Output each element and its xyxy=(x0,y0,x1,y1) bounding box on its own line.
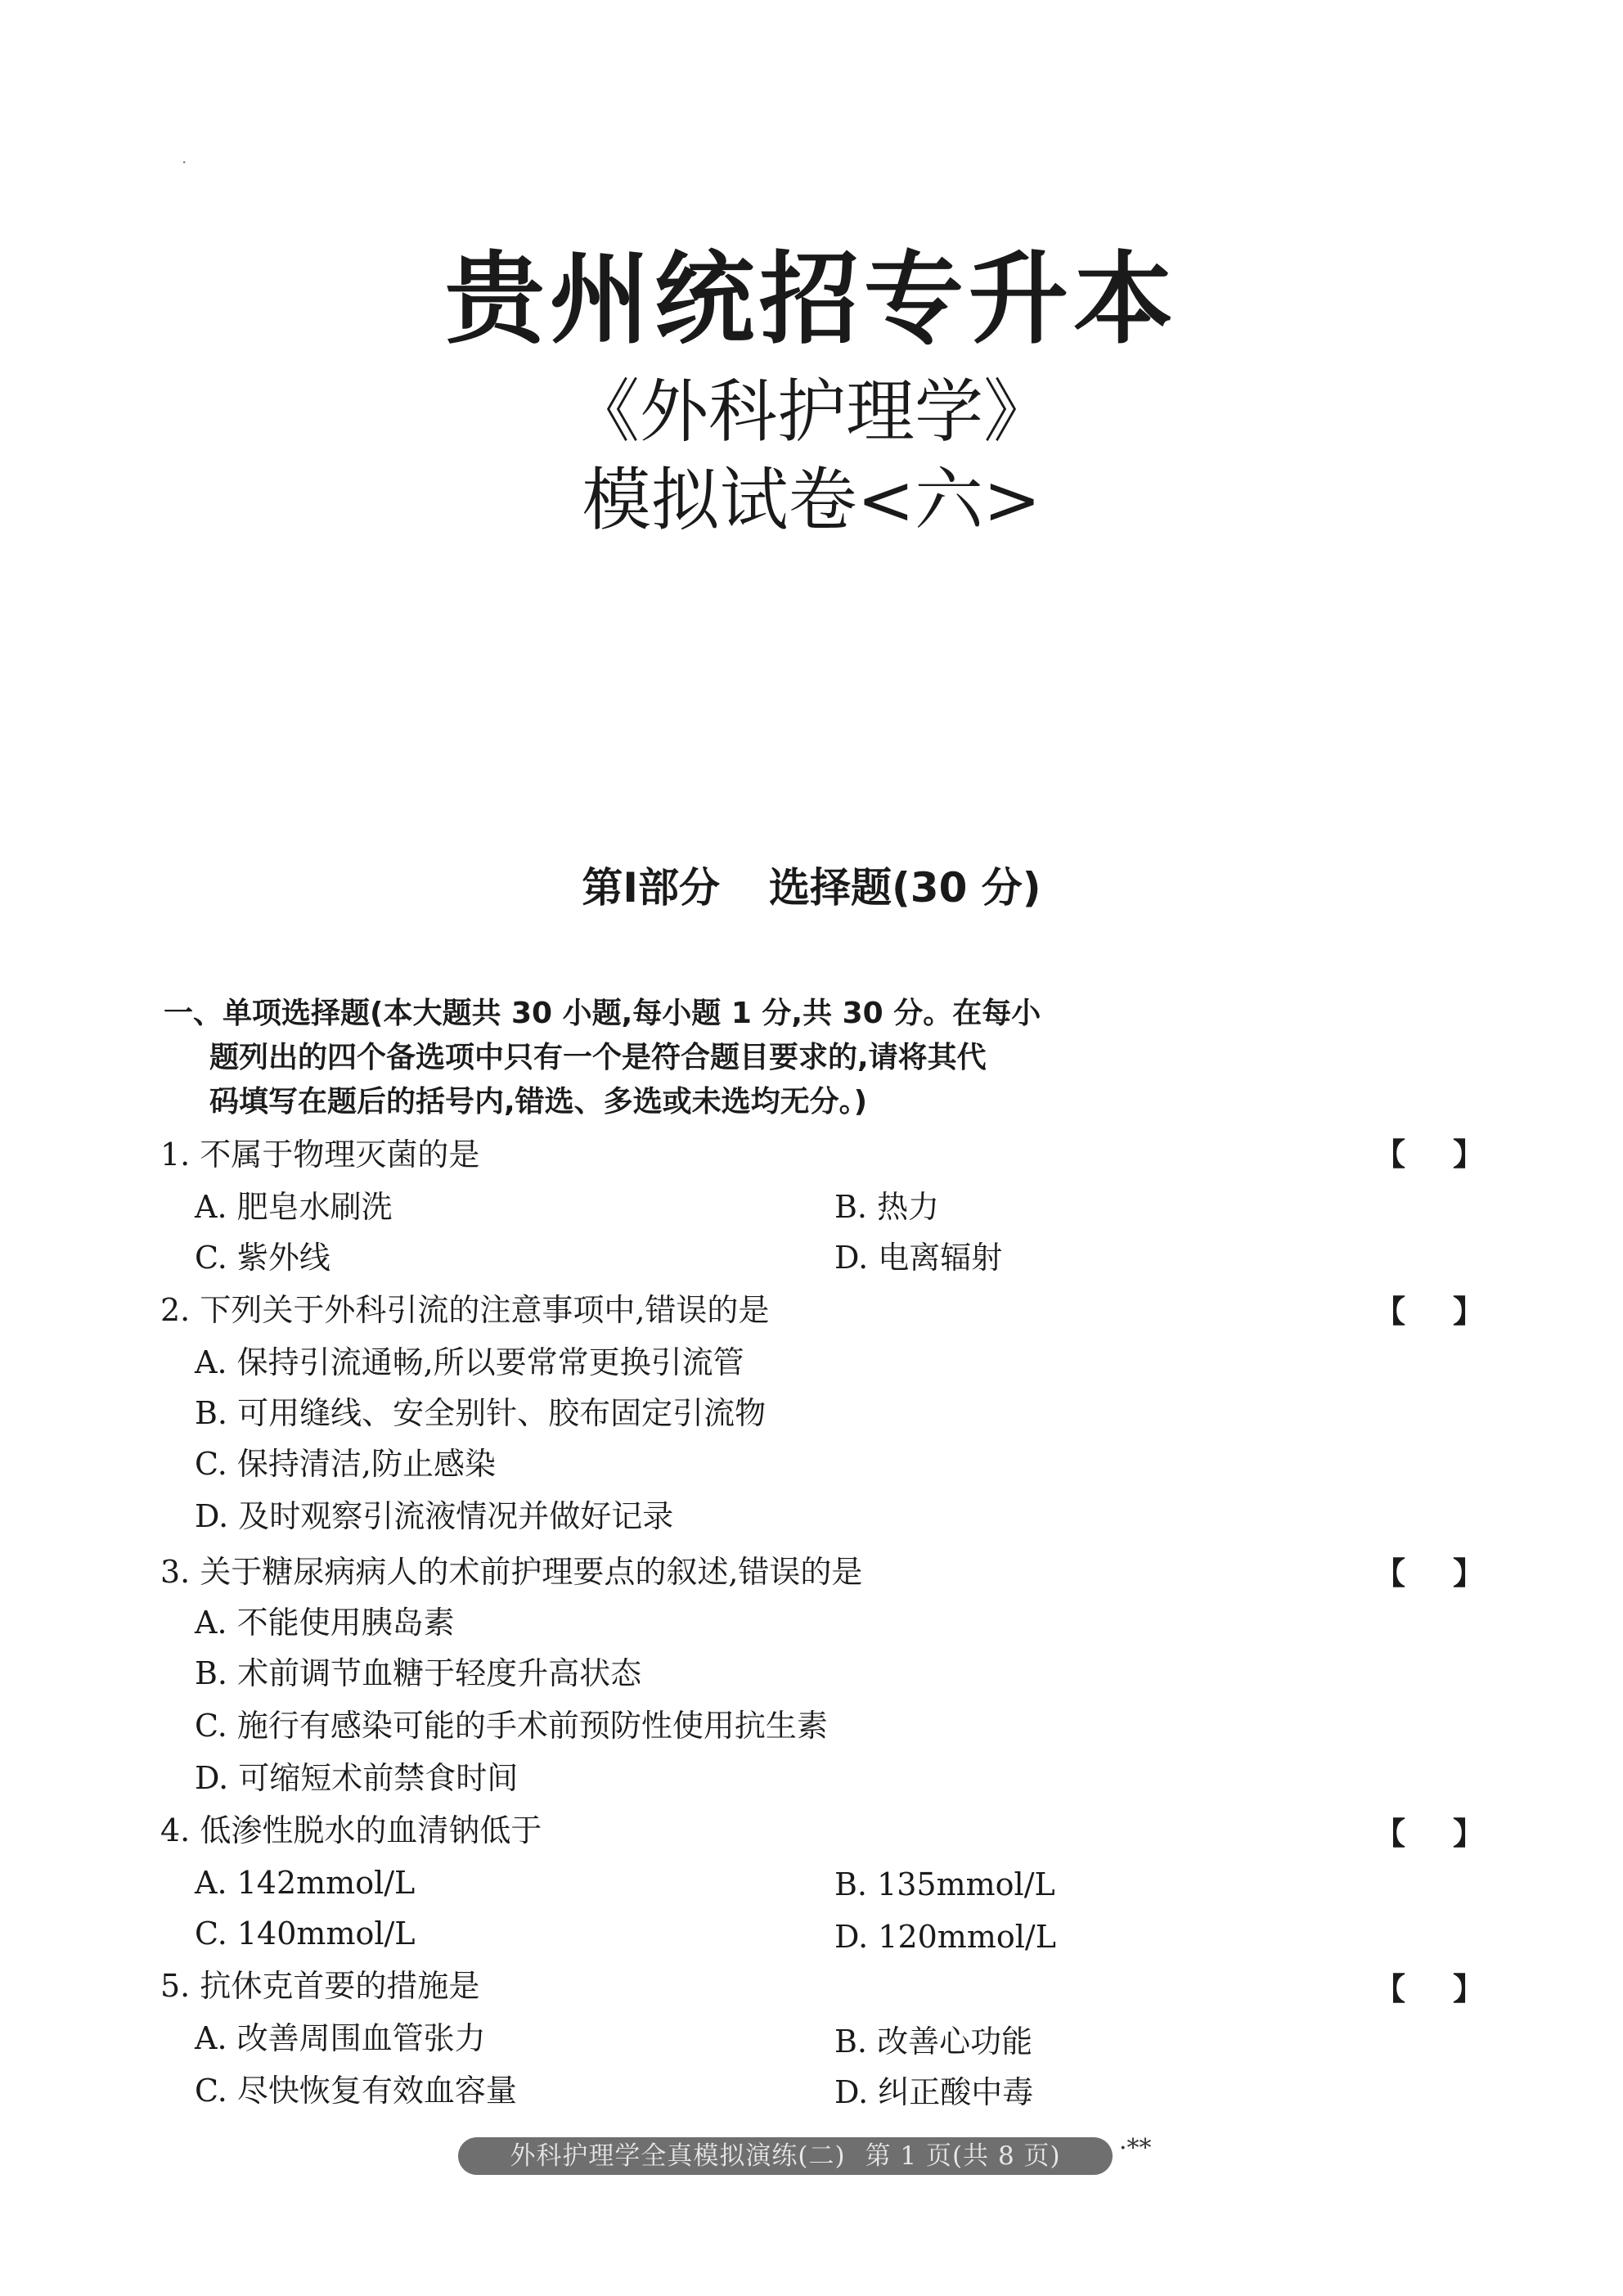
option-b: B. 术前调节血糖于轻度升高状态 xyxy=(195,1655,642,1691)
option-a: A. 改善周围血管张力 xyxy=(195,2020,486,2056)
option-d: D. 120mmol/L xyxy=(834,1919,1056,1955)
part-heading xyxy=(0,859,1623,916)
option-d: D. 及时观察引流液情况并做好记录 xyxy=(195,1498,674,1534)
option-b: B. 可用缝线、安全别针、胶布固定引流物 xyxy=(195,1395,767,1431)
option-b: B. 改善心功能 xyxy=(834,2024,1033,2060)
section-line: 一、单项选择题(本大题共 30 小题,每小题 1 分,共 30 分。在每小 xyxy=(164,997,1041,1030)
option-b: B. 热力 xyxy=(834,1189,940,1225)
section-line: 题列出的四个备选项中只有一个是符合题目要求的,请将其代 xyxy=(209,1041,987,1074)
option-d: D. 可缩短术前禁食时间 xyxy=(195,1760,519,1796)
option-d: D. 纠正酸中毒 xyxy=(834,2074,1034,2110)
part-name: 选择题(30 分) xyxy=(768,864,1041,912)
answer-bracket: 【 】 xyxy=(1374,1971,1485,2007)
scan-speck: · xyxy=(182,152,187,172)
section-instructions xyxy=(164,992,1113,1124)
section-line: 码填写在题后的括号内,错选、多选或未选均无分。) xyxy=(209,1085,868,1119)
answer-bracket: 【 】 xyxy=(1374,1294,1485,1330)
question-stem: 2. 下列关于外科引流的注意事项中,错误的是 xyxy=(160,1292,770,1328)
option-c: C. 保持清洁,防止感染 xyxy=(195,1446,496,1482)
option-c: C. 紫外线 xyxy=(195,1240,330,1276)
footer-marks: ·** xyxy=(1119,2134,1152,2163)
option-b: B. 135mmol/L xyxy=(834,1866,1055,1902)
footer-page-number: 第 1 页(共 8 页) xyxy=(865,2141,1061,2171)
option-d: D. 电离辐射 xyxy=(834,1240,1003,1276)
question-stem: 5. 抗休克首要的措施是 xyxy=(160,1968,480,2004)
answer-bracket: 【 】 xyxy=(1374,1555,1485,1591)
answer-bracket: 【 】 xyxy=(1374,1816,1485,1852)
subject-title: 《外科护理学》 xyxy=(570,371,1052,452)
exam-title: 贵州统招专升本 xyxy=(445,240,1178,358)
option-a: A. 肥皂水刷洗 xyxy=(195,1189,393,1225)
page-footer xyxy=(458,2137,1113,2175)
option-a: A. 不能使用胰岛素 xyxy=(195,1605,455,1641)
question-stem: 4. 低渗性脱水的血清钠低于 xyxy=(160,1812,542,1848)
question-stem: 3. 关于糖尿病病人的术前护理要点的叙述,错误的是 xyxy=(160,1554,863,1590)
paper-title: 模拟试卷<六> xyxy=(582,460,1041,540)
option-c: C. 施行有感染可能的手术前预防性使用抗生素 xyxy=(195,1708,828,1744)
footer-book: 外科护理学全真模拟演练(二) xyxy=(510,2141,846,2171)
option-a: A. 142mmol/L xyxy=(195,1865,416,1901)
answer-bracket: 【 】 xyxy=(1374,1137,1485,1173)
option-c: C. 尽快恢复有效血容量 xyxy=(195,2073,517,2109)
part-label: 第Ⅰ部分 xyxy=(582,864,720,912)
option-c: C. 140mmol/L xyxy=(195,1916,416,1952)
option-a: A. 保持引流通畅,所以要常常更换引流管 xyxy=(195,1344,744,1380)
question-stem: 1. 不属于物理灭菌的是 xyxy=(160,1137,480,1173)
